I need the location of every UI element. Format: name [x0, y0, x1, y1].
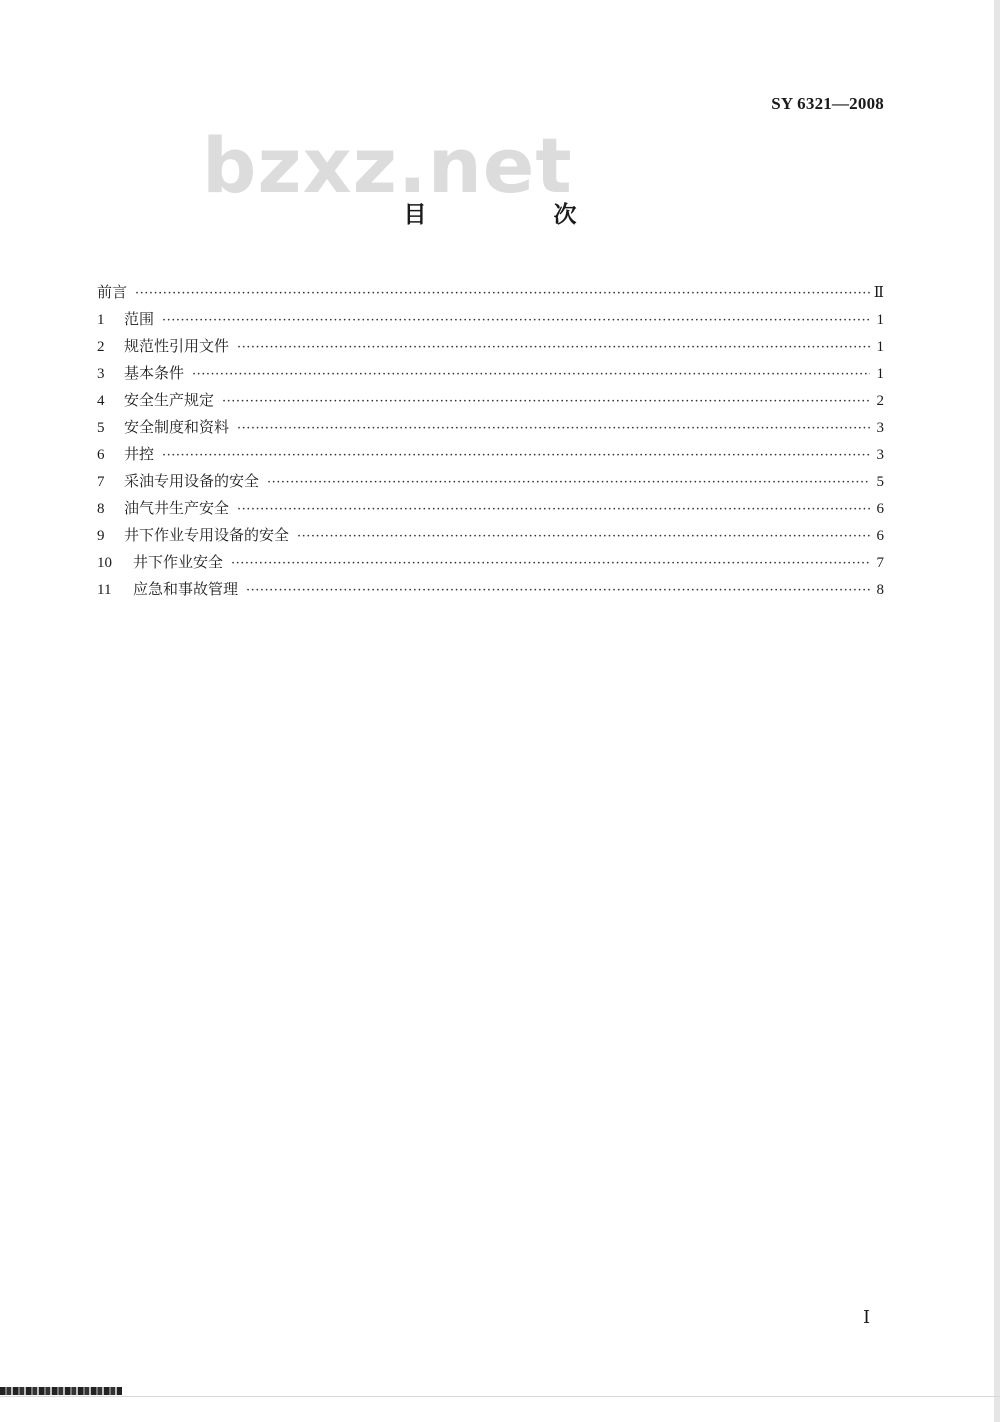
toc-leader-dots [231, 550, 870, 577]
toc-entry-number: 4 [97, 393, 105, 409]
toc-entry-title: 基本条件 [124, 364, 185, 382]
toc-entry-number: 6 [97, 447, 105, 463]
toc-leader-dots [267, 469, 870, 496]
toc-entry-number: 2 [97, 339, 105, 355]
scan-artifact [0, 1387, 122, 1395]
toc-leader-dots [192, 361, 870, 388]
toc-entry-number: 3 [97, 366, 105, 382]
toc-entry-basic-conditions[interactable] [97, 360, 884, 387]
toc-leader-dots [297, 523, 870, 550]
toc-entry-page: 1 [876, 312, 884, 328]
toc-entry-number: 1 [97, 312, 105, 328]
toc-entry-title: 安全生产规定 [124, 391, 215, 409]
toc-entry-title: 井下作业专用设备的安全 [124, 526, 290, 544]
toc-entry-emergency-accident-management[interactable] [97, 576, 884, 603]
toc-entry-title: 范围 [124, 310, 155, 328]
toc-leader-dots [246, 577, 870, 604]
toc-entry-page: 3 [876, 447, 884, 463]
toc-leader-dots [135, 280, 870, 307]
toc-entry-title: 采油专用设备的安全 [124, 472, 260, 490]
toc-title: 目 次 [403, 202, 629, 228]
toc-entry-page: 1 [876, 339, 884, 355]
toc-entry-well-control[interactable] [97, 441, 884, 468]
toc-entry-safety-production-rules[interactable] [97, 387, 884, 414]
toc-leader-dots [222, 388, 870, 415]
toc-entry-number: 8 [97, 501, 105, 517]
toc-entry-number: 10 [97, 555, 112, 571]
toc-entry-title: 安全制度和资料 [124, 418, 230, 436]
toc-entry-page: 6 [876, 501, 884, 517]
toc-entry-safety-systems-records[interactable] [97, 414, 884, 441]
toc-entry-page: 8 [876, 582, 884, 598]
toc-entry-number: 9 [97, 528, 105, 544]
toc-entry-number: 5 [97, 420, 105, 436]
toc-entry-number: 7 [97, 474, 105, 490]
toc-leader-dots [162, 307, 870, 334]
page-bottom-edge [0, 1396, 1000, 1397]
toc-entry-page: 6 [876, 528, 884, 544]
toc-entry-title: 规范性引用文件 [124, 337, 230, 355]
toc-entry-title: 井控 [124, 445, 155, 463]
toc-entry-number: 11 [97, 582, 112, 598]
toc-leader-dots [237, 496, 870, 523]
watermark: bzxz.net [202, 121, 573, 210]
toc-entry-foreword[interactable] [97, 279, 884, 306]
toc-entry-title: 前言 [97, 283, 128, 301]
toc-entry-well-production-safety[interactable] [97, 495, 884, 522]
toc-entry-oil-production-equipment[interactable] [97, 468, 884, 495]
toc-entry-title: 井下作业安全 [133, 553, 224, 571]
toc-entry-title: 应急和事故管理 [133, 580, 239, 598]
toc-leader-dots [237, 334, 870, 361]
page-number: Ⅰ [863, 1307, 871, 1327]
toc-entry-page: 5 [876, 474, 884, 490]
toc-entry-scope[interactable] [97, 306, 884, 333]
toc-entry-normative-references[interactable] [97, 333, 884, 360]
page-edge-shadow [994, 0, 1000, 1422]
standard-number: SY 6321—2008 [771, 94, 884, 113]
toc-entry-page: 2 [876, 393, 884, 409]
toc-entry-downhole-equipment[interactable] [97, 522, 884, 549]
toc-entry-page: 7 [876, 555, 884, 571]
toc-entry-page: 3 [876, 420, 884, 436]
toc-entry-title: 油气井生产安全 [124, 499, 230, 517]
toc-leader-dots [237, 415, 870, 442]
table-of-contents [97, 279, 884, 603]
toc-entry-page: Ⅱ [873, 285, 884, 301]
toc-leader-dots [162, 442, 870, 469]
toc-entry-page: 1 [876, 366, 884, 382]
toc-entry-downhole-operation-safety[interactable] [97, 549, 884, 576]
